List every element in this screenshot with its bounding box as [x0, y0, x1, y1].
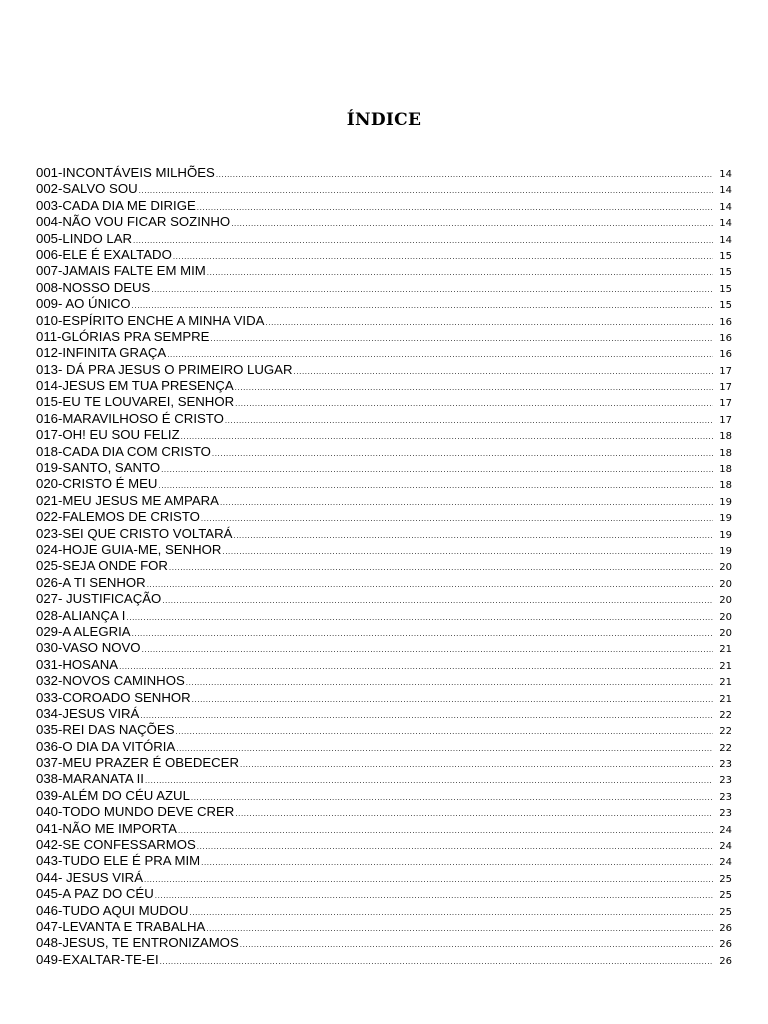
toc-entry-page-number: 14 — [719, 218, 732, 230]
toc-entry-page-number: 15 — [719, 300, 732, 312]
toc-entry-title: 031-HOSANA — [36, 656, 119, 672]
toc-entry-page-number: 18 — [719, 447, 732, 459]
toc-entry[interactable] — [36, 870, 732, 886]
toc-entry-title: 002-SALVO SOU — [36, 181, 138, 197]
toc-entry-page-number: 22 — [719, 742, 732, 754]
dot-leader — [186, 675, 713, 689]
dot-leader — [160, 954, 713, 968]
toc-entry-title: 034-JESUS VIRÁ — [36, 705, 140, 721]
dot-leader — [132, 298, 713, 312]
toc-entry-title: 015-EU TE LOUVAREI, SENHOR — [36, 394, 235, 410]
toc-entry-title: 032-NOVOS CAMINHOS — [36, 673, 185, 689]
dot-leader — [235, 380, 713, 394]
toc-entry-page-number: 19 — [719, 529, 732, 541]
toc-entry-title: 006-ELE É EXALTADO — [36, 246, 172, 262]
dot-leader — [189, 905, 713, 919]
dot-leader — [201, 511, 713, 525]
toc-entry-page-number: 24 — [719, 857, 732, 869]
toc-entry-title: 043-TUDO ELE É PRA MIM — [36, 853, 201, 869]
toc-entry-title: 014-JESUS EM TUA PRESENÇA — [36, 378, 234, 394]
toc-entry-page-number: 25 — [719, 873, 732, 885]
toc-entry-title: 037-MEU PRAZER É OBEDECER — [36, 755, 239, 771]
dot-leader — [169, 560, 713, 574]
toc-entry-page-number: 17 — [719, 398, 732, 410]
toc-entry[interactable] — [36, 493, 732, 509]
toc-entry[interactable] — [36, 657, 732, 673]
toc-entry[interactable] — [36, 313, 732, 329]
toc-entry-page-number: 20 — [719, 562, 732, 574]
dot-leader — [216, 167, 713, 181]
toc-entry-page-number: 24 — [719, 824, 732, 836]
toc-entry-title: 009- AO ÚNICO — [36, 296, 131, 312]
toc-entry[interactable] — [36, 804, 732, 820]
dot-leader — [126, 610, 713, 624]
toc-entry[interactable] — [36, 837, 732, 853]
toc-entry[interactable] — [36, 903, 732, 919]
toc-entry-title: 005-LINDO LAR — [36, 230, 133, 246]
dot-leader — [162, 593, 713, 607]
dot-leader — [233, 528, 713, 542]
toc-entry-title: 033-COROADO SENHOR — [36, 689, 191, 705]
table-of-contents — [36, 165, 732, 968]
dot-leader — [158, 478, 713, 492]
toc-entry[interactable] — [36, 296, 732, 312]
dot-leader — [294, 364, 714, 378]
toc-entry-page-number: 23 — [719, 791, 732, 803]
toc-entry-title: 023-SEI QUE CRISTO VOLTARÁ — [36, 525, 233, 541]
toc-entry[interactable] — [36, 247, 732, 263]
dot-leader — [220, 495, 713, 509]
toc-entry-page-number: 22 — [719, 709, 732, 721]
dot-leader — [191, 790, 713, 804]
toc-entry[interactable] — [36, 575, 732, 591]
toc-entry[interactable] — [36, 952, 732, 968]
toc-entry-page-number: 14 — [719, 234, 732, 246]
toc-entry-page-number: 17 — [719, 414, 732, 426]
dot-leader — [235, 806, 713, 820]
toc-entry[interactable] — [36, 608, 732, 624]
dot-leader — [176, 741, 713, 755]
toc-entry[interactable] — [36, 558, 732, 574]
toc-entry-title: 021-MEU JESUS ME AMPARA — [36, 492, 219, 508]
dot-leader — [210, 331, 713, 345]
dot-leader — [240, 937, 713, 951]
dot-leader — [235, 396, 713, 410]
toc-entry-title: 027- JUSTIFICAÇÃO — [36, 591, 162, 607]
toc-entry-title: 010-ESPÍRITO ENCHE A MINHA VIDA — [36, 312, 265, 328]
page-title: ÍNDICE — [346, 110, 422, 130]
toc-entry-title: 012-INFINITA GRAÇA — [36, 345, 167, 361]
toc-entry-page-number: 23 — [719, 808, 732, 820]
toc-entry[interactable] — [36, 739, 732, 755]
dot-leader — [222, 544, 713, 558]
toc-entry-title: 040-TODO MUNDO DEVE CRER — [36, 804, 235, 820]
dot-leader — [155, 888, 713, 902]
dot-leader — [212, 446, 713, 460]
toc-entry-title: 016-MARAVILHOSO É CRISTO — [36, 410, 224, 426]
toc-entry[interactable] — [36, 214, 732, 230]
toc-entry-title: 020-CRISTO É MEU — [36, 476, 158, 492]
toc-entry-page-number: 23 — [719, 775, 732, 787]
dot-leader — [140, 708, 713, 722]
toc-entry[interactable] — [36, 231, 732, 247]
toc-entry[interactable] — [36, 624, 732, 640]
toc-entry[interactable] — [36, 821, 732, 837]
toc-entry-page-number: 19 — [719, 513, 732, 525]
toc-entry-page-number: 25 — [719, 906, 732, 918]
toc-entry[interactable] — [36, 345, 732, 361]
toc-entry[interactable] — [36, 755, 732, 771]
toc-entry-page-number: 19 — [719, 545, 732, 557]
toc-entry[interactable] — [36, 673, 732, 689]
toc-entry-title: 025-SEJA ONDE FOR — [36, 558, 168, 574]
dot-leader — [197, 200, 713, 214]
toc-entry-page-number: 21 — [719, 644, 732, 656]
toc-entry-title: 003-CADA DIA ME DIRIGE — [36, 197, 196, 213]
toc-entry-title: 047-LEVANTA E TRABALHA — [36, 918, 206, 934]
toc-entry-title: 026-A TI SENHOR — [36, 574, 146, 590]
toc-entry-page-number: 14 — [719, 201, 732, 213]
toc-entry-title: 044- JESUS VIRÁ — [36, 869, 144, 885]
dot-leader — [176, 724, 713, 738]
toc-entry-page-number: 20 — [719, 595, 732, 607]
dot-leader — [231, 216, 713, 230]
dot-leader — [265, 315, 713, 329]
toc-entry-title: 041-NÃO ME IMPORTA — [36, 820, 177, 836]
dot-leader — [167, 347, 713, 361]
toc-entry-title: 035-REI DAS NAÇÕES — [36, 722, 175, 738]
dot-leader — [161, 462, 713, 476]
toc-entry-title: 011-GLÓRIAS PRA SEMPRE — [36, 328, 210, 344]
toc-entry[interactable] — [36, 329, 732, 345]
toc-entry[interactable] — [36, 460, 732, 476]
toc-entry-page-number: 16 — [719, 316, 732, 328]
toc-entry-title: 030-VASO NOVO — [36, 640, 141, 656]
toc-entry[interactable] — [36, 542, 732, 558]
toc-entry[interactable] — [36, 509, 732, 525]
toc-entry-page-number: 16 — [719, 349, 732, 361]
toc-entry-page-number: 25 — [719, 890, 732, 902]
toc-entry[interactable] — [36, 886, 732, 902]
toc-entry-page-number: 15 — [719, 250, 732, 262]
toc-entry[interactable] — [36, 394, 732, 410]
dot-leader — [151, 282, 713, 296]
toc-entry-title: 028-ALIANÇA I — [36, 607, 126, 623]
dot-leader — [225, 413, 713, 427]
toc-entry-title: 036-O DIA DA VITÓRIA — [36, 738, 176, 754]
toc-entry-page-number: 18 — [719, 431, 732, 443]
toc-entry-title: 019-SANTO, SANTO — [36, 460, 161, 476]
toc-entry[interactable] — [36, 853, 732, 869]
toc-entry[interactable] — [36, 690, 732, 706]
toc-entry-title: 018-CADA DIA COM CRISTO — [36, 443, 211, 459]
toc-entry-page-number: 26 — [719, 922, 732, 934]
toc-entry-page-number: 24 — [719, 841, 732, 853]
dot-leader — [144, 872, 713, 886]
toc-entry[interactable] — [36, 722, 732, 738]
toc-entry-title: 029-A ALEGRIA — [36, 623, 131, 639]
toc-entry[interactable] — [36, 378, 732, 394]
dot-leader — [207, 265, 713, 279]
dot-leader — [181, 429, 713, 443]
dot-leader — [139, 183, 713, 197]
toc-entry-title: 024-HOJE GUIA-ME, SENHOR — [36, 541, 222, 557]
toc-entry[interactable] — [36, 263, 732, 279]
toc-entry-page-number: 17 — [719, 365, 732, 377]
dot-leader — [133, 233, 713, 247]
toc-entry-title: 013- DÁ PRA JESUS O PRIMEIRO LUGAR — [36, 361, 293, 377]
dot-leader — [147, 577, 713, 591]
toc-entry-title: 049-EXALTAR-TE-EI — [36, 951, 159, 967]
toc-entry-title: 017-OH! EU SOU FELIZ — [36, 427, 180, 443]
toc-entry-page-number: 20 — [719, 627, 732, 639]
toc-entry-page-number: 15 — [719, 283, 732, 295]
toc-entry-title: 022-FALEMOS DE CRISTO — [36, 509, 200, 525]
dot-leader — [206, 921, 713, 935]
dot-leader — [142, 642, 713, 656]
dot-leader — [178, 823, 713, 837]
toc-entry[interactable] — [36, 919, 732, 935]
toc-entry[interactable] — [36, 640, 732, 656]
dot-leader — [197, 839, 713, 853]
toc-entry[interactable] — [36, 427, 732, 443]
toc-entry-page-number: 18 — [719, 464, 732, 476]
toc-entry-page-number: 21 — [719, 693, 732, 705]
toc-entry-title: 048-JESUS, TE ENTRONIZAMOS — [36, 935, 239, 951]
toc-entry-title: 007-JAMAIS FALTE EM MIM — [36, 263, 206, 279]
toc-entry[interactable] — [36, 362, 732, 378]
toc-entry[interactable] — [36, 198, 732, 214]
toc-entry[interactable] — [36, 476, 732, 492]
toc-entry-page-number: 15 — [719, 267, 732, 279]
toc-entry-page-number: 23 — [719, 759, 732, 771]
toc-entry-title: 008-NOSSO DEUS — [36, 279, 151, 295]
toc-entry[interactable] — [36, 165, 732, 181]
toc-entry-page-number: 14 — [719, 169, 732, 180]
toc-entry-page-number: 26 — [719, 939, 732, 951]
dot-leader — [132, 626, 713, 640]
toc-entry-page-number: 19 — [719, 496, 732, 508]
toc-entry-page-number: 16 — [719, 332, 732, 344]
toc-entry-title: 001-INCONTÁVEIS MILHÕES — [36, 165, 215, 180]
toc-entry[interactable] — [36, 935, 732, 951]
dot-leader — [119, 659, 713, 673]
dot-leader — [145, 773, 713, 787]
toc-entry[interactable] — [36, 181, 732, 197]
toc-entry-title: 045-A PAZ DO CÉU — [36, 886, 154, 902]
dot-leader — [240, 757, 713, 771]
toc-entry-page-number: 18 — [719, 480, 732, 492]
toc-entry[interactable] — [36, 706, 732, 722]
toc-entry-title: 042-SE CONFESSARMOS — [36, 837, 196, 853]
toc-entry-page-number: 26 — [719, 955, 732, 967]
toc-entry[interactable] — [36, 788, 732, 804]
dot-leader — [192, 692, 713, 706]
toc-entry-page-number: 20 — [719, 578, 732, 590]
toc-entry-title: 038-MARANATA II — [36, 771, 144, 787]
dot-leader — [201, 855, 713, 869]
toc-entry-page-number: 21 — [719, 677, 732, 689]
toc-entry-page-number: 17 — [719, 382, 732, 394]
dot-leader — [173, 249, 713, 263]
toc-entry[interactable] — [36, 280, 732, 296]
toc-entry[interactable] — [36, 526, 732, 542]
toc-entry-page-number: 21 — [719, 660, 732, 672]
toc-entry-title: 004-NÃO VOU FICAR SOZINHO — [36, 214, 231, 230]
toc-entry-title: 046-TUDO AQUI MUDOU — [36, 902, 189, 918]
toc-entry[interactable] — [36, 411, 732, 427]
toc-entry[interactable] — [36, 444, 732, 460]
toc-entry-page-number: 14 — [719, 185, 732, 197]
toc-entry-title: 039-ALÉM DO CÉU AZUL — [36, 787, 190, 803]
toc-entry[interactable] — [36, 591, 732, 607]
toc-entry-page-number: 22 — [719, 726, 732, 738]
toc-entry-page-number: 20 — [719, 611, 732, 623]
toc-entry[interactable] — [36, 771, 732, 787]
